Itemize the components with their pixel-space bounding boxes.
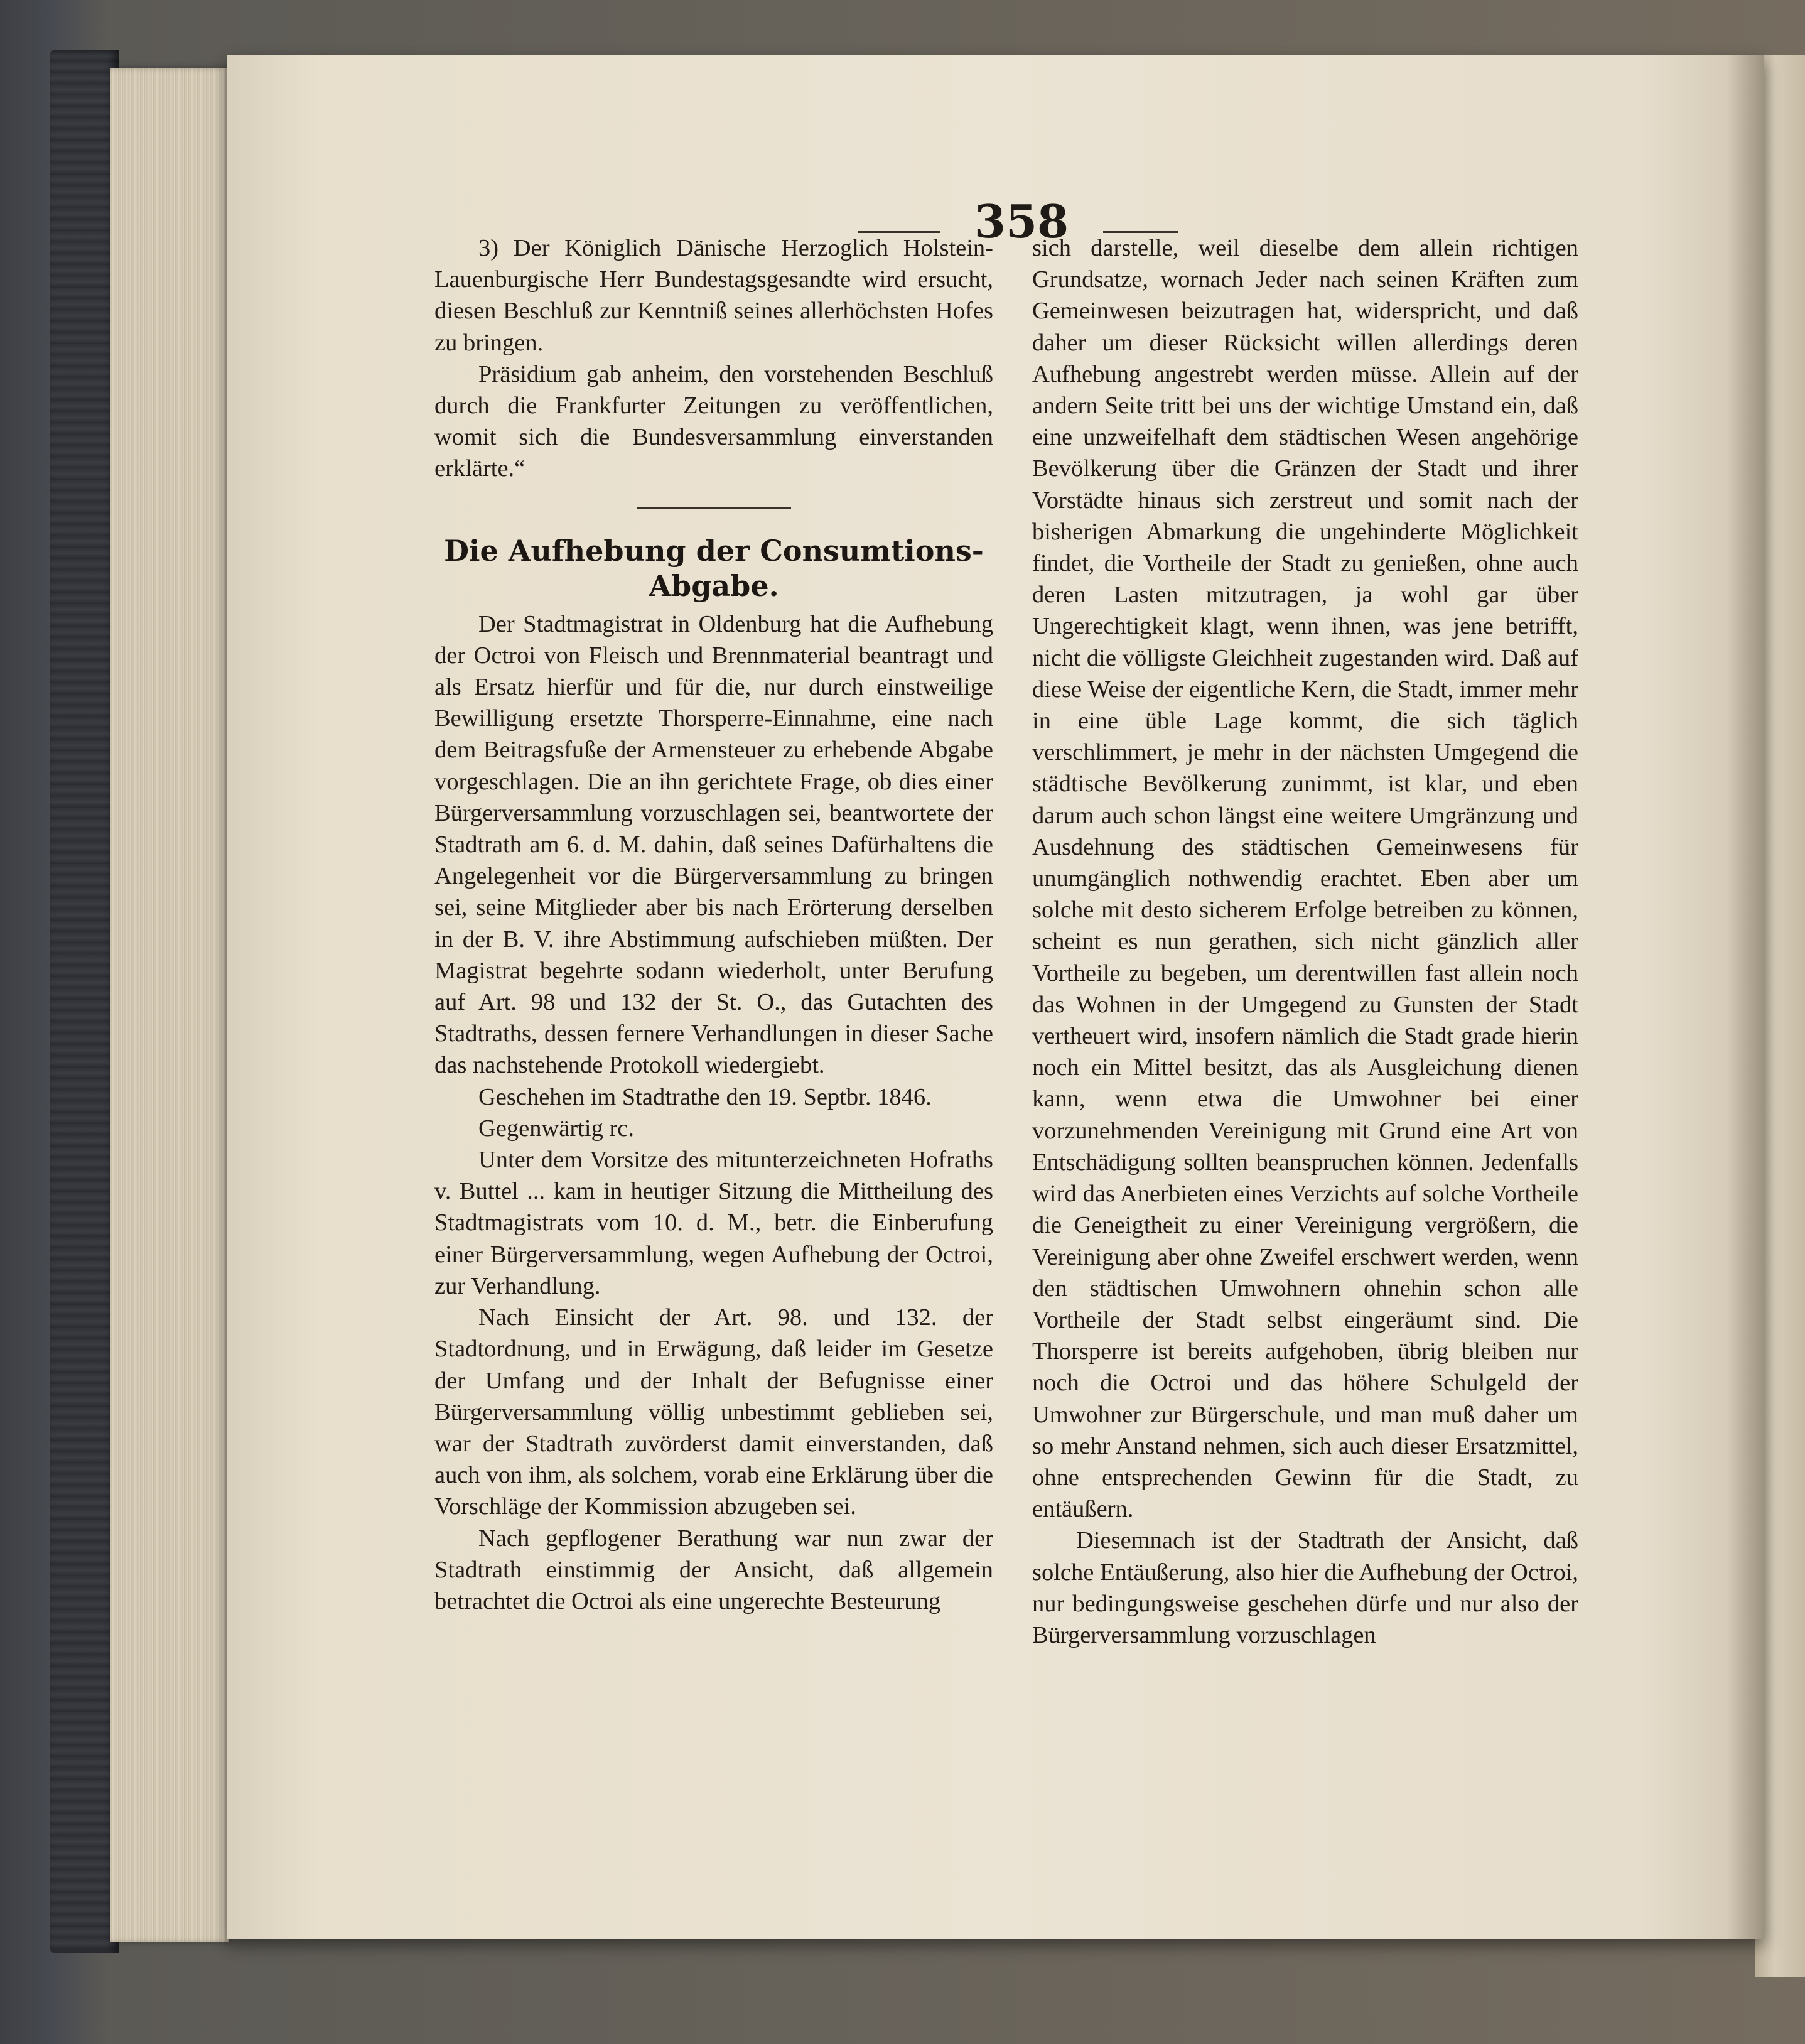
right-column [1032, 232, 1578, 1651]
spine-shadow [1727, 55, 1764, 1939]
page-number: 358 [974, 195, 1069, 248]
left-paragraph: Präsidium gab anheim, den vorstehenden Beschluß durch die Frankfurter Zeitungen zu veröffentlichen, womit sich die Bundesversammlung einverstanden erklärte.“ [434, 360, 993, 482]
right-paragraph: Diesemnach ist der Stadtrath der Ansicht, daß solche Entäußerung, also hier die Aufhebung der Octroi, nur bedingungsweise geschehen dürfe und nur also der Bürgerversammlung vorzuschlagen [1032, 1527, 1578, 1648]
article-title: Die Aufhebung der Consumtions-Abgabe. [444, 533, 984, 603]
article-paragraph: Nach gepflogener Berathung war nun zwar der Stadtrath einstimmig der Ansicht, daß allgemein betrachtet die Octroi als eine ungerechte Besteurung [434, 1525, 993, 1614]
right-paragraph: sich darstelle, weil dieselbe dem allein richtigen Grundsatze, wornach Jeder nach seinen Kräften zum Gemeinwesen beizutragen hat, widerspricht, und daß daher um dieser Rücksicht willen allerdings deren Aufhebung angestrebt werden müsse. Allein auf der andern Seite tritt bei uns der wichtige Umstand ein, daß eine unzweifelhaft dem städtischen Wesen angehörige Bevölkerung über die Gränzen der Stadt und ihrer Vorstädte hinaus sich zerstreut und somit nach der bisherigen Abmarkung die ungehinderte Möglichkeit findet, die Vortheile der Stadt zu genießen, ohne auch deren Lasten mitzutragen, ja wohl gar über Ungerechtigkeit klagt, wenn ihnen, was jene betrifft, nicht die völligste Gleichheit zugestanden wird. Daß auf diese Weise der eigentliche Kern, die Stadt, immer mehr in eine üble Lage kommt, die sich täglich verschlimmert, je mehr in der nächsten Umgegend die städtische Bevölkerung zunimmt, ist klar, und eben darum auch schon längst eine weitere Umgränzung und Ausdehnung des städtischen Gemeinwesens für unumgänglich nothwendig erachtet. Eben aber um solche mit desto sicherem Erfolge betreiben zu können, scheint es nun gerathen, sich nicht gänzlich aller Vortheile zu begeben, um derentwillen fast allein noch das Wohnen in der Umgegend zu Gunsten der Stadt vertheuert wird, insofern nämlich die Stadt grade hierin noch ein Mittel besitzt, das als Ausgleichung dienen kann, wenn etwa die Umwohner bei einer vorzunehmenden Vereinigung mit Grund eine Art von Entschädigung sollten beanspruchen können. Jedenfalls wird das Anerbieten eines Verzichts auf solche Vortheile die Geneigtheit zu einer Vereinigung vergrößern, die Vereinigung aber ohne Zweifel erschwert werden, wenn den städtischen Umwohnern ohnehin schon alle Vortheile der Stadt selbst eingeräumt sind. Die Thorsperre ist bereits aufgehoben, übrig bleiben nur noch die Octroi und das höhere Schulgeld der Umwohner zur Bürgerschule, und man muß daher um so mehr Anstand nehmen, sich auch dieser Ersatzmittel, ohne entsprechenden Gewinn für die Stadt, zu entäußern. [1032, 235, 1578, 1523]
book-cover-edge [50, 50, 119, 1953]
article-paragraph: Unter dem Vorsitze des mitunterzeichneten Hofraths v. Buttel ... kam in heutiger Sitzung die Mittheilung des Stadtmagistrats vom 10. d. M., betr. die Einberufung einer Bürgerversammlung, wegen Aufhebung der Octroi, zur Verhandlung. [434, 1147, 993, 1299]
book-page-stack [110, 68, 229, 1942]
article-paragraph: Geschehen im Stadtrathe den 19. Septbr. 1846. [478, 1083, 932, 1110]
article-paragraph: Gegenwärtig rc. [478, 1115, 634, 1142]
book-page [227, 55, 1764, 1939]
article-paragraph: Nach Einsicht der Art. 98. und 132. der Stadtordnung, und in Erwägung, daß leider im Gesetze der Umfang und der Inhalt der Befugnisse einer Bürgerversammlung völlig unbestimmt geblieben sei, war der Stadtrath zuvörderst damit einverstanden, daß auch von ihm, als solchem, vorab eine Erklärung über die Vorschläge der Kommission abzugeben sei. [434, 1304, 993, 1520]
left-column [434, 232, 993, 1617]
left-paragraph: 3) Der Königlich Dänische Herzoglich Holstein-Lauenburgische Herr Bundestagsgesandte wird ersucht, diesen Beschluß zur Kenntniß seines allerhöchsten Hofes zu bringen. [434, 235, 993, 356]
article-paragraph: Der Stadtmagistrat in Oldenburg hat die Aufhebung der Octroi von Fleisch und Brennmaterial beantragt und als Ersatz hierfür und für die, nur durch einstweilige Bewilligung ersetzte Thorsperre-Einnahme, eine nach dem Beitragsfuße der Armensteuer zu erhebende Abgabe vorgeschlagen. Die an ihn gerichtete Frage, ob dies einer Bürgerversammlung vorzuschlagen sei, beantwortete der Stadtrath am 6. d. M. dahin, daß seines Dafürhaltens die Angelegenheit vor die Bürgerversammlung zu bringen sei, seine Mitglieder aber bis nach Erörterung derselben in der B. V. ihre Abstimmung aufschieben müßten. Der Magistrat begehrte sodann wiederholt, unter Berufung auf Art. 98 und 132 der St. O., das Gutachten des Stadtraths, dessen fernere Verhandlungen in dieser Sache das nachstehende Protokoll wiedergiebt. [434, 610, 993, 1079]
section-divider [637, 507, 791, 509]
